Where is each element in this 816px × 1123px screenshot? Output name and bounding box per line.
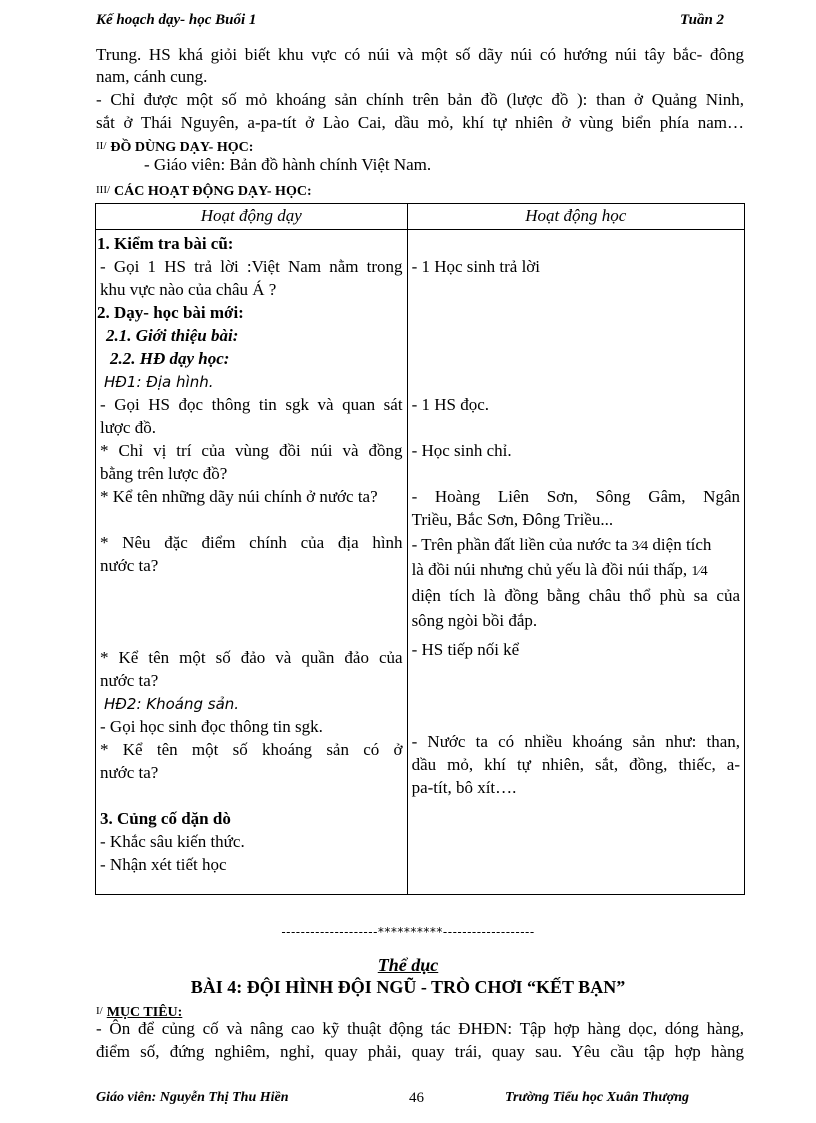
header-right: Tuần 2 bbox=[680, 12, 725, 28]
objective-line-2: điểm số, đứng nghiêm, nghỉ, quay phải, quay trái, quay sau. Yêu cầu tập hợp hàng bbox=[96, 1042, 744, 1061]
teach-line: bằng trên lược đồ? bbox=[100, 464, 228, 483]
teach-line: - Gọi HS đọc thông tin sgk và quan sát bbox=[100, 395, 403, 414]
teach-line: nước ta? bbox=[100, 671, 159, 690]
learn-line: pa-tít, bô xít…. bbox=[411, 778, 517, 797]
activities-table bbox=[95, 203, 745, 895]
teach-line: - Gọi học sinh đọc thông tin sgk. bbox=[100, 717, 323, 736]
teach-line: - Nhận xét tiết học bbox=[100, 855, 227, 874]
teach-line: * Nêu đặc điểm chính của địa hình bbox=[100, 533, 403, 552]
learn-line: - Hoàng Liên Sơn, Sông Gâm, Ngân bbox=[411, 487, 740, 506]
learn-line: Triều, Bắc Sơn, Đông Triều... bbox=[411, 510, 614, 529]
footer-school: Trường Tiểu học Xuân Thượng bbox=[505, 1090, 690, 1105]
teach-line: * Kể tên một số khoáng sản có ở bbox=[100, 740, 403, 759]
fraction-one-quarter: 1⁄4 bbox=[691, 564, 708, 579]
teach-line: * Kể tên những dãy núi chính ở nước ta? bbox=[100, 487, 378, 506]
teach-line: nước ta? bbox=[100, 556, 159, 575]
teach-line: 2.1. Giới thiệu bài: bbox=[106, 326, 239, 345]
section-2-num: II/ bbox=[96, 140, 107, 152]
section-3-heading bbox=[96, 179, 744, 203]
page-number: 46 bbox=[409, 1090, 424, 1106]
intro-line-3: - Chỉ được một số mỏ khoáng sản chính trên bản đồ (lược đồ ): than ở Quảng Ninh, bbox=[96, 90, 744, 109]
objective-line-1: - Ôn để củng cố và nâng cao kỹ thuật động tác ĐHĐN: Tập hợp hàng dọc, dóng hàng, bbox=[96, 1019, 744, 1038]
teach-line: 2.2. HĐ dạy học: bbox=[110, 349, 230, 368]
learn-line: - 1 HS đọc. bbox=[411, 395, 490, 414]
intro-line-1: Trung. HS khá giỏi biết khu vực có núi và một số dãy núi có hướng núi tây bắc- đông bbox=[96, 45, 744, 64]
lesson-title: BÀI 4: ĐỘI HÌNH ĐỘI NGŨ - TRÒ CHƠI “KẾT BẠN” bbox=[190, 977, 626, 997]
lesson-subject: Thể dục bbox=[377, 955, 439, 975]
teach-line: 2. Dạy- học bài mới: bbox=[97, 303, 244, 322]
learn-line: sông ngòi bồi đắp. bbox=[411, 611, 538, 630]
learn-column bbox=[407, 230, 744, 895]
teach-line: nước ta? bbox=[100, 763, 159, 782]
teach-column bbox=[96, 230, 408, 895]
table-header-teach: Hoạt động dạy bbox=[96, 204, 408, 230]
header-left: Kế hoạch dạy- học Buổi 1 bbox=[96, 12, 257, 28]
learn-line: - 1 Học sinh trả lời bbox=[411, 257, 541, 276]
teach-line: - Khắc sâu kiến thức. bbox=[100, 832, 245, 851]
fraction-three-quarters: 3⁄4 bbox=[631, 539, 649, 554]
objectives-num: I/ bbox=[96, 1005, 103, 1017]
teach-line: * Kể tên một số đảo và quần đảo của bbox=[100, 648, 403, 667]
section-2-item: - Giáo viên: Bản đồ hành chính Việt Nam. bbox=[144, 155, 432, 174]
separator: --------------------**********------------------- bbox=[281, 925, 535, 939]
learn-line: - Học sinh chỉ. bbox=[411, 441, 512, 460]
learn-line: diện tích là đồng bằng châu thổ phù sa của bbox=[411, 586, 740, 605]
intro-line-2: nam, cánh cung. bbox=[96, 67, 208, 86]
footer-teacher: Giáo viên: Nguyễn Thị Thu Hiền bbox=[96, 1090, 289, 1105]
learn-line: - Nước ta có nhiều khoáng sản như: than, bbox=[411, 732, 740, 751]
learn-line: là đồi núi nhưng chủ yếu là đồi núi thấp, 1⁄4 bbox=[411, 560, 708, 579]
section-3-num: III/ bbox=[96, 184, 111, 196]
learn-line: - Trên phần đất liền của nước ta 3⁄4 diện tích bbox=[411, 535, 712, 554]
table-header-learn: Hoạt động học bbox=[407, 204, 744, 230]
teach-line: HĐ1: Địa hình. bbox=[104, 373, 214, 391]
objectives-title: MỤC TIÊU: bbox=[106, 1005, 183, 1020]
teach-line: khu vực nào của châu Á ? bbox=[100, 280, 277, 299]
intro-line-4: sắt ở Thái Nguyên, a-pa-tít ở Lào Cai, dầu mỏ, khí tự nhiên ở vùng biển phía nam… bbox=[96, 113, 744, 132]
teach-line: - Gọi 1 HS trả lời :Việt Nam nằm trong bbox=[100, 257, 403, 276]
teach-line: lược đồ. bbox=[100, 418, 156, 437]
teach-line: HĐ2: Khoáng sản. bbox=[104, 695, 240, 713]
teach-line: * Chỉ vị trí của vùng đồi núi và đồng bbox=[100, 441, 403, 460]
teach-line: 1. Kiểm tra bài cũ: bbox=[97, 234, 234, 253]
teach-line: 3. Củng cố dặn dò bbox=[100, 809, 231, 828]
learn-line: dầu mỏ, khí tự nhiên, sắt, đồng, thiếc, a- bbox=[411, 755, 740, 774]
learn-line: - HS tiếp nối kể bbox=[411, 640, 520, 659]
section-3-title: CÁC HOẠT ĐỘNG DẠY- HỌC: bbox=[114, 184, 312, 199]
section-2-title: ĐỒ DÙNG DẠY- HỌC: bbox=[110, 140, 254, 155]
